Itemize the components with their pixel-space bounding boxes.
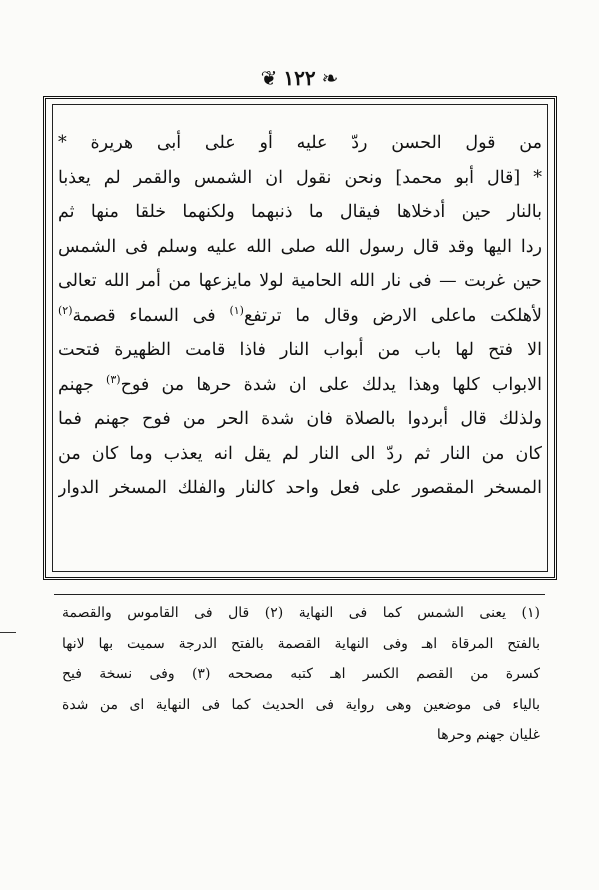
text-line: بالنار حين أدخلاها فيقال ما ذنبهما ولكنهما خلقا منها ثم — [58, 202, 542, 222]
text-line: الا فتح لها باب من أبواب النار فاذا قامت الظهيرة فتحت — [58, 340, 542, 360]
margin-mark — [0, 632, 16, 633]
main-text — [58, 126, 542, 506]
footnote-divider — [54, 594, 545, 595]
text-line: ولذلك قال أبردوا بالصلاة فان شدة الحر من فوح جهنم فما — [58, 409, 542, 429]
text-line-with-notes — [58, 299, 542, 334]
page-header — [0, 62, 599, 94]
text-line-segment: فى السماء قصمة — [72, 305, 216, 326]
page-number: ١٢٢ — [283, 66, 316, 90]
text-line: * [قال أبو محمد] ونحن نقول ان الشمس والقمر لم يعذبا — [58, 167, 542, 188]
text-line: من قول الحسن ردّ عليه أو على أبى هريرة * — [58, 133, 542, 153]
footnotes — [62, 598, 540, 751]
footnote-ref-2: (٢) — [58, 303, 73, 317]
footnote-ref-1: (١) — [229, 303, 244, 317]
text-line: المسخر المقصور على فعل واحد كالنار والفلك المسخر الدوار — [58, 478, 542, 498]
text-line-segment: الابواب كلها وهذا يدلك على ان شدة حرها من فوح — [120, 374, 542, 395]
text-line: حين غربت — فى نار الله الحامية لولا مايزعها من أمر الله تعالى — [58, 271, 542, 291]
footnote-line: بالياء فى موضعين وهى رواية فى الحديث كما فى النهاية اى من شدة — [62, 696, 540, 713]
text-line: ردا اليها وقد قال رسول الله صلى الله عليه وسلم فى الشمس — [58, 236, 542, 257]
footnote-line: غليان جهنم وحرها — [436, 727, 540, 743]
ornament-left-icon: ❦ — [260, 66, 278, 90]
text-line-with-notes — [58, 368, 542, 403]
footnote-line: كسرة من القصم الكسر اهـ كتبه مصححه (٣) وفى نسخة فيح — [62, 666, 540, 682]
footnote-line: (١) يعنى الشمس كما فى النهاية (٢) قال فى القاموس والقصمة — [62, 605, 540, 621]
ornament-right-icon: ❧ — [321, 66, 339, 90]
text-line-segment: لأهلكت ماعلى الارض وقال ما ترتفع — [243, 305, 542, 326]
footnote-line: بالفتح المرقاة اهـ وفى النهاية القصمة بالفتح الدرجة سميت بها لانها — [62, 635, 540, 652]
text-line-segment: جهنم — [58, 374, 94, 395]
footnote-ref-3: (٣) — [106, 372, 121, 386]
text-line: كان من النار ثم ردّ الى النار لم يقل انه يعذب وما كان من — [58, 443, 542, 464]
